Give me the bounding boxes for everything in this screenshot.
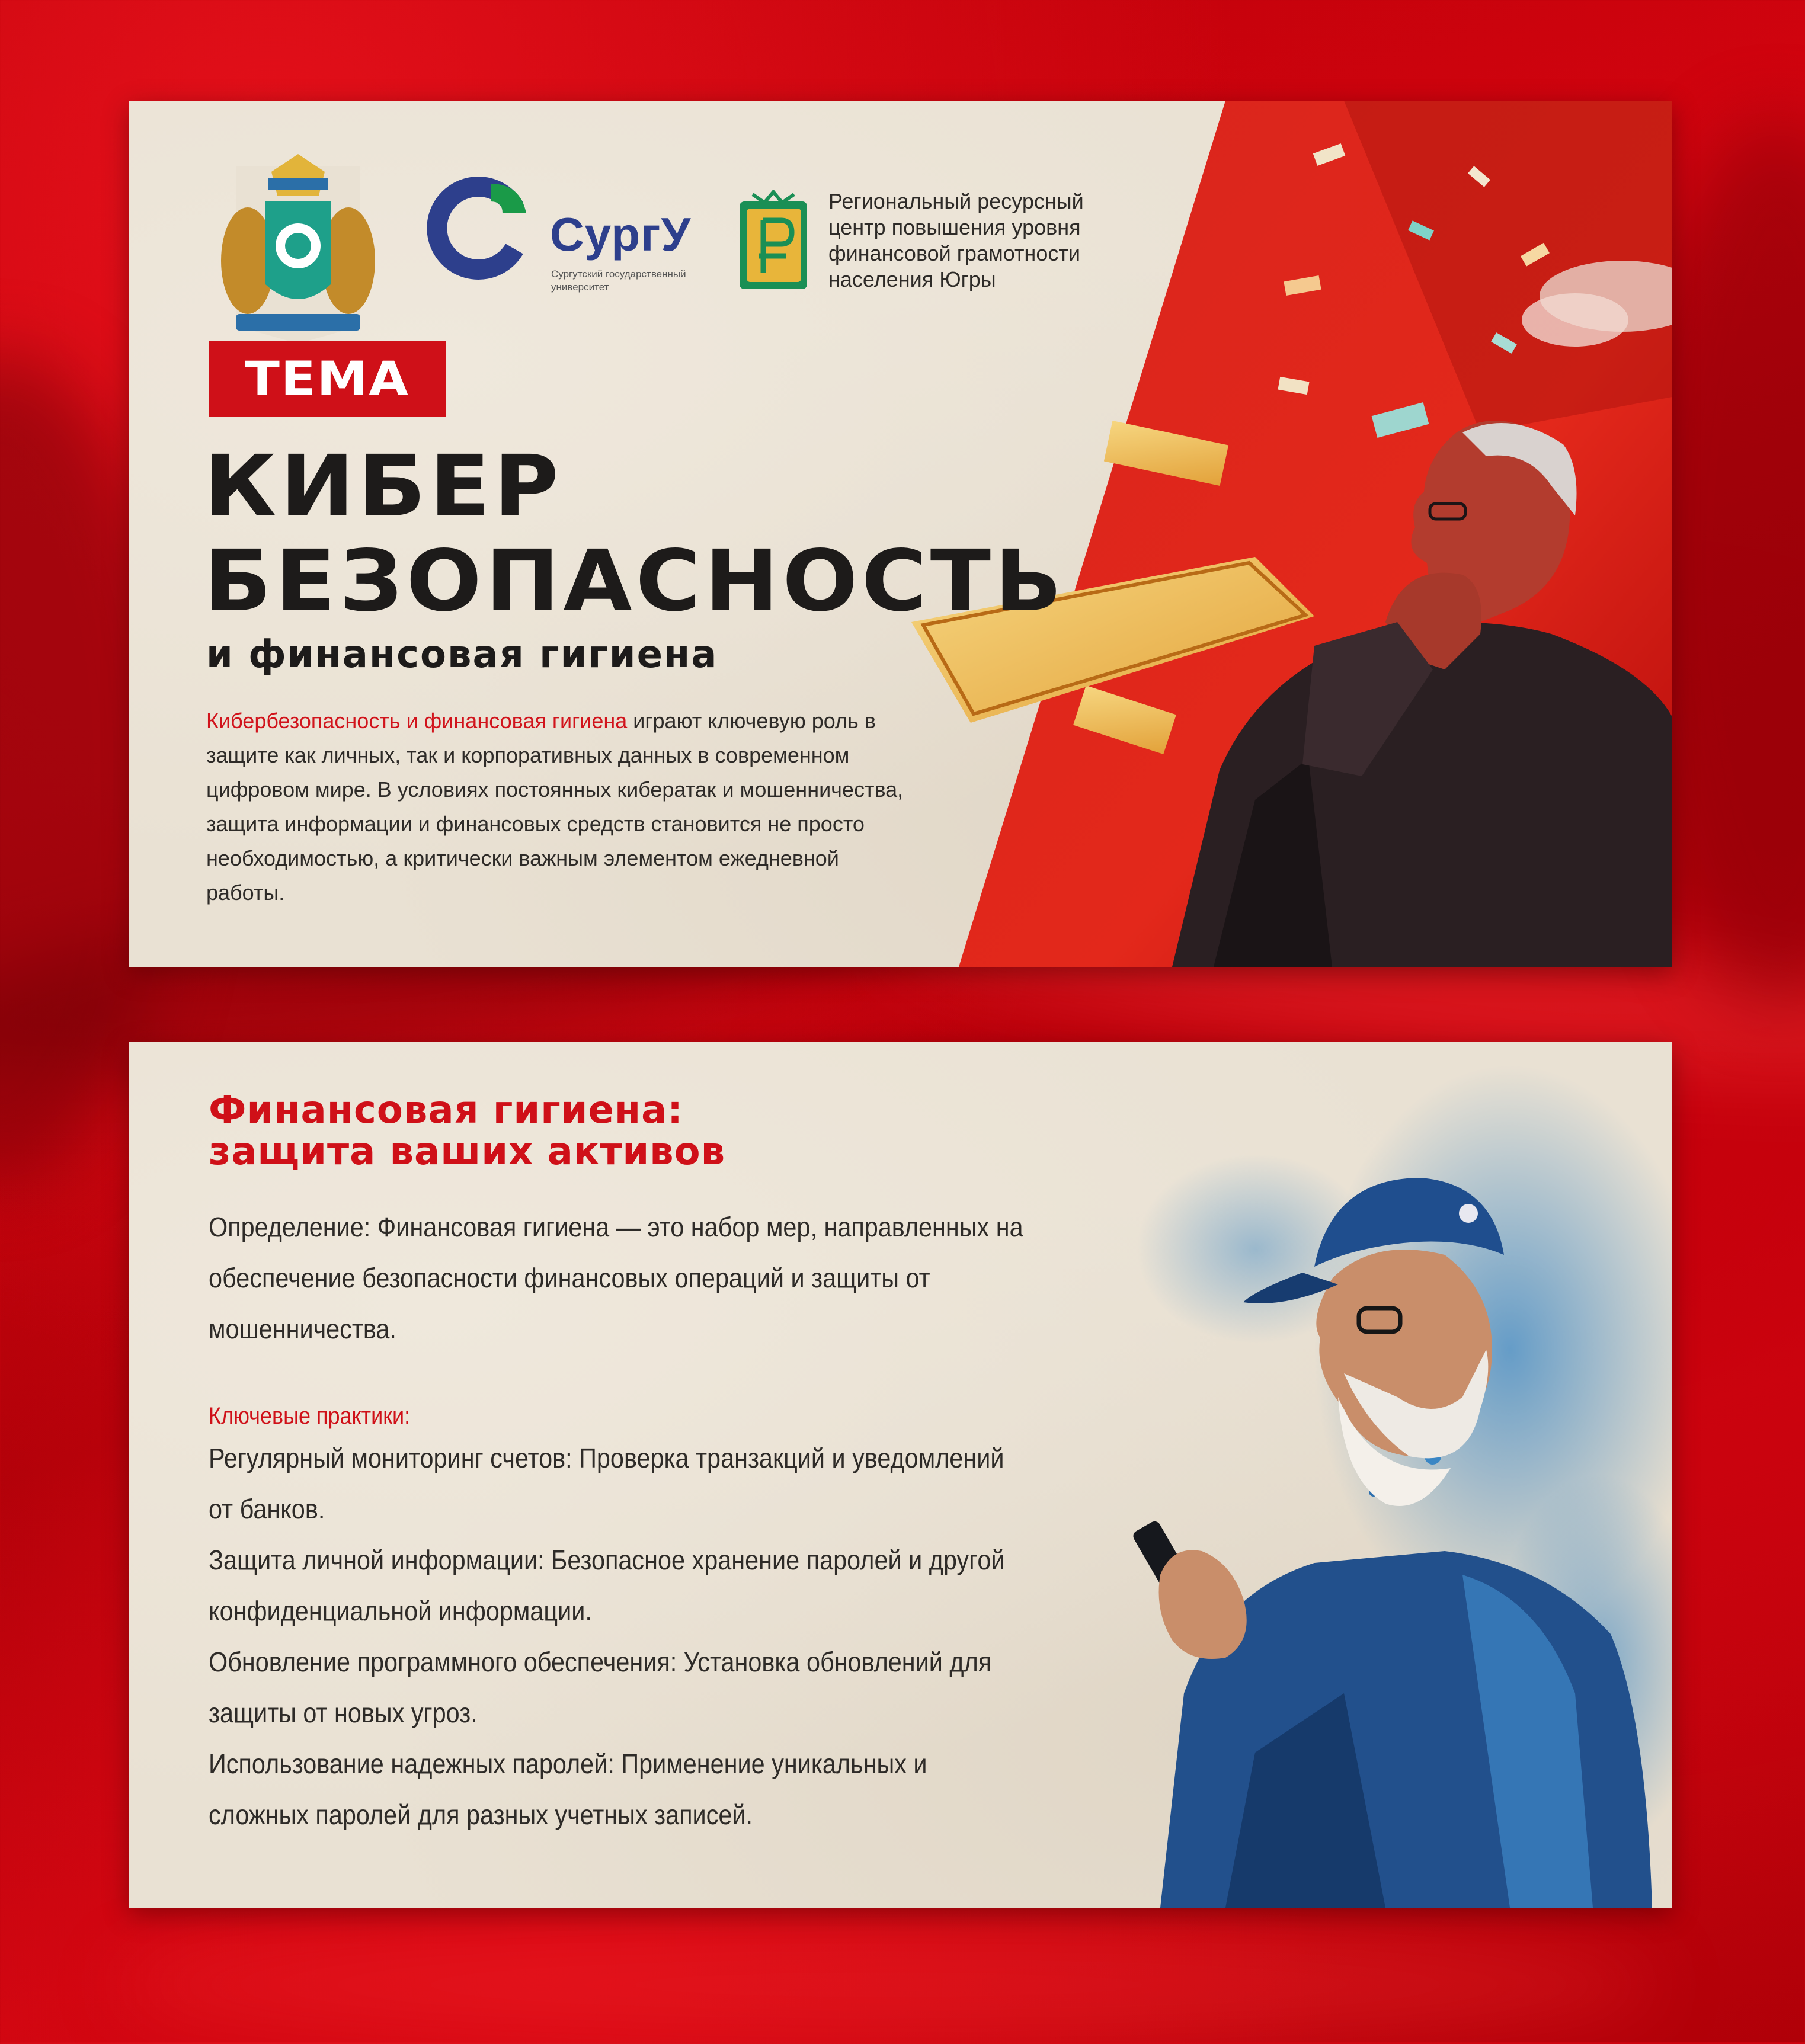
topic-tag [209,341,446,417]
title-line-2: БЕЗОПАСНОСТЬ [204,532,1066,630]
practices-list [209,1433,1030,1840]
practices-title: Ключевые практики: [209,1403,411,1429]
definition-text [209,1202,1030,1354]
surgu-logo-icon [425,172,538,284]
list-item: Защита личной информации: Безопасное хранение паролей и другой конфиденциальной информации. [209,1545,1005,1626]
resource-center-name: Региональный ресурсный центр повышения уровня финансовой грамотности населения Югры [828,189,1084,291]
topic-card [129,101,1672,967]
list-item: Обновление программного обеспечения: Установка обновлений для защиты от новых угроз. [209,1646,992,1728]
list-item: Использование надежных паролей: Применение уникальных и сложных паролей для разных учетных записей. [209,1748,927,1830]
title-subtitle: и финансовая гигиена [206,633,718,677]
intro-text: играют ключевую роль в защите как личных, так и корпоративных данных в современном цифровом мире. В условиях постоянных кибератак и мошенничества, защита информации и финансовых средств становится не просто необходимостью, а критически важным элементом ежедневной работы. [206,709,904,905]
definition-paragraph: Определение: Финансовая гигиена — это набор мер, направленных на обеспечение безопасности финансовых операций и защиты от мошенничества. [209,1212,1023,1344]
background-fold [119,1926,1659,2044]
intro-paragraph [206,704,917,910]
surgu-name: СургУ [550,208,692,261]
coat-of-arms-icon [212,154,384,350]
topic-tag-label: ТЕМА [245,352,409,406]
title-line-1: КИБЕР [204,437,562,536]
hygiene-card [129,1042,1672,1908]
section-title-line-1: Финансовая гигиена: [209,1088,683,1132]
section-title-line-2: защита ваших активов [209,1130,726,1174]
ruble-book-icon [735,190,812,291]
list-item: Регулярный мониторинг счетов: Проверка транзакций и уведомлений от банков. [209,1443,1004,1524]
intro-accent: Кибербезопасность и финансовая гигиена [206,709,628,733]
surgu-subtitle: Сургутский государственный университет [551,268,686,293]
